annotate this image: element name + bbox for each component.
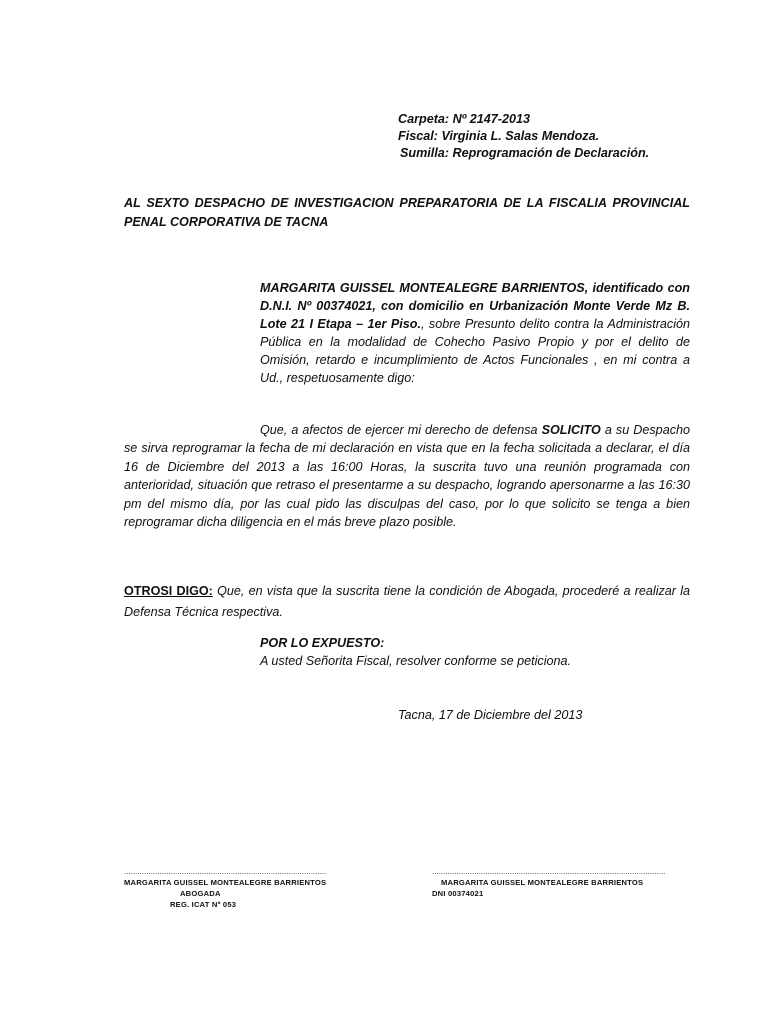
case-header <box>398 111 649 162</box>
otrosi-label: OTROSI DIGO: <box>124 584 213 598</box>
signer-name: MARGARITA GUISSEL MONTEALEGRE BARRIENTOS <box>124 878 327 887</box>
place-and-date: Tacna, 17 de Diciembre del 2013 <box>398 708 583 722</box>
signer-name: MARGARITA GUISSEL MONTEALEGRE BARRIENTOS <box>441 878 644 887</box>
request-text-start: Que, a afectos de ejercer mi derecho de defensa <box>260 423 542 437</box>
petitioner-identification: MARGARITA GUISSEL MONTEALEGRE BARRIENTOS, identificado con D.N.I. Nº 00374021, con domicilio en Urbanización Monte Verde Mz B. Lote 21 I Etapa – 1er Piso. <box>260 281 690 331</box>
request-paragraph <box>124 421 690 531</box>
closing-text: A usted Señorita Fiscal, resolver conforme se peticiona. <box>260 654 572 668</box>
request-keyword: SOLICITO <box>541 423 601 437</box>
introduction-rest: , sobre Presunto delito contra la Administración Pública en la modalidad de Cohecho Pasivo Propio y por el delito de Omisión, retardo e incumplimiento de Actos Funcionales , en mi contra a Ud., respetuosamente digo: <box>260 317 691 385</box>
addressee-heading: AL SEXTO DESPACHO DE INVESTIGACION PREPARATORIA DE LA FISCALIA PROVINCIAL PENAL CORPORATIVA DE TACNA <box>124 196 690 229</box>
otrosi-text: Que, en vista que la suscrita tiene la condición de Abogada, procederé a realizar la Defensa Técnica respectiva. <box>124 584 690 619</box>
signer-role: ABOGADA <box>180 889 221 898</box>
signature-line: ......................................................................................................... <box>432 867 666 876</box>
case-folder-number: Carpeta: Nº 2147-2013 <box>398 112 531 126</box>
signer-dni: DNI 00374021 <box>432 889 484 898</box>
closing-title: POR LO EXPUESTO: <box>260 636 385 650</box>
request-text-end: a su Despacho se sirva reprogramar la fecha de mi declaración en vista que en la fecha solicitada a declarar, el día 16 de Diciembre del 2013 a las 16:00 Horas, la suscrita tuvo una reunión programada con anterioridad, situación que retraso el presentarme a su despacho, logrando apersonarme a las 16:30 pm del mismo día, por las cual pido las disculpas del caso, por lo que solicito se tenga a bien reprogramar dicha diligencia en el más breve plazo posible. <box>124 423 690 530</box>
signature-block-petitioner <box>432 866 690 899</box>
otrosi-paragraph <box>124 581 690 623</box>
signature-block-lawyer <box>124 866 350 910</box>
signature-line: ........................................................................................... <box>124 867 327 876</box>
prosecutor-name: Fiscal: Virginia L. Salas Mendoza. <box>398 129 600 143</box>
closing-block <box>260 634 571 670</box>
summary-line: Sumilla: Reprogramación de Declaración. <box>400 146 650 160</box>
introduction-paragraph <box>260 279 690 387</box>
signer-registration: REG. ICAT Nº 053 <box>170 900 237 909</box>
